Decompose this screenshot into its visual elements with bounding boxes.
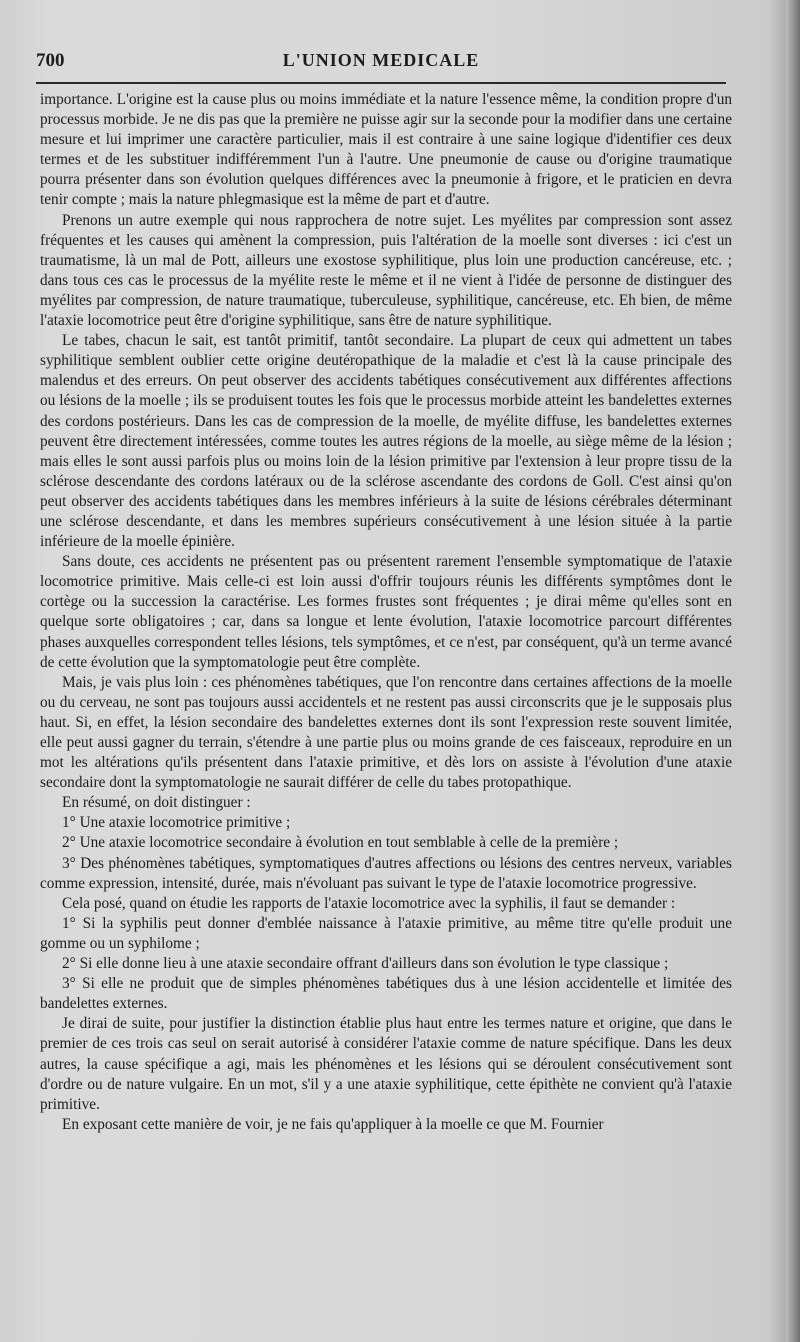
list-item: 3° Des phénomènes tabétiques, symptomatiques d'autres affections ou lésions des centres nerveux, variables comme expression, intensité, durée, mais n'évoluant pas suivant le type de l'ataxie locomotrice progressive. [40,854,732,892]
list-item: 3° Si elle ne produit que de simples phénomènes tabétiques dus à une lésion accidentelle et limitée des bandelettes externes. [40,975,732,1013]
paragraph: En résumé, on doit distinguer : [62,794,251,812]
paragraph: Je dirai de suite, pour justifier la distinction établie plus haut entre les termes nature et origine, que dans le premier de ces trois cas seul on serait autorisé à considérer l'ataxie comme de nature spécifique. Dans les deux autres, la cause spécifique a agi, mais les phénomènes et les lésions qui se déroulent consécutivement sont d'ordre ou de nature vulgaire. En un mot, s'il y a une ataxie syphilitique, cette épithète ne convient qu'à l'ataxie primitive. [40,1015,732,1113]
paragraph: importance. L'origine est la cause plus ou moins immédiate et la nature l'essence même, la condition propre d'un processus morbide. Je ne dis pas que la première ne puisse agir sur la seconde pour la modifier dans une certaine mesure et lui imprimer une caractère particulier, mais il est contraire à une saine logique d'identifier ces deux termes et de les substituer indifféremment l'un à l'autre. Une pneumonie de cause ou d'origine traumatique pourra présenter dans son évolution quelques différences avec la pneumonie à frigore, et le praticien en devra tenir compte ; mais la nature phlegmasique est la même de part et d'autre. [40,91,732,209]
list-item: 1° Si la syphilis peut donner d'emblée naissance à l'ataxie primitive, au même titre qu'elle produit une gomme ou un syphilome ; [40,914,732,952]
paragraph: Sans doute, ces accidents ne présentent pas ou présentent rarement l'ensemble symptomatique de l'ataxie locomotrice primitive. Mais celle-ci est loin aussi d'offrir toujours réunis les différents symptômes dont le cortège ou la succession la caractérise. Les formes frustes sont fréquentes ; je dirai même qu'elles sont en quelque sorte obligatoires ; car, dans sa longue et lente évolution, l'ataxie locomotrice parcourt différentes phases auxquelles correspondent telles lésions, tels symptômes, et ce n'est, par conséquent, qu'à un terme avancé de cette évolution que la symptomatologie peut être complète. [40,553,732,671]
header-rule [36,82,726,84]
page-edge-shadow [786,0,800,1342]
page-header [36,50,726,76]
paragraph: Le tabes, chacun le sait, est tantôt primitif, tantôt secondaire. La plupart de ceux qui admettent un tabes syphilitique semblent oublier cette origine deutéropathique de la maladie et c'est là la cause principale des malendus et des erreurs. On peut observer des accidents tabétiques consécutivement aux différentes affections ou lésions de la moelle ; ils se produisent toutes les fois que le processus morbide atteint les bandelettes externes des cordons postérieurs. Dans les cas de compression de la moelle, de myélite diffuse, les bandelettes externes peuvent être directement intéressées, comme toutes les autres régions de la moelle, au siège même de la lésion ; mais elles le sont aussi parfois plus ou moins loin de la lésion primitive par l'extension à leur propre tissu de la sclérose descendante des cordons latéraux ou de la sclérose ascendante des cordons de Goll. C'est ainsi qu'on peut observer des accidents tabétiques dans les membres inférieurs à la suite de lésions cérébrales déterminant une sclérose descendante, et dans les membres supérieurs consécutivement à une lésion située à la partie inférieure de la moelle épinière. [40,332,732,551]
list-item: 2° Une ataxie locomotrice secondaire à évolution en tout semblable à celle de la première ; [62,834,619,852]
paragraph: Prenons un autre exemple qui nous rapprochera de notre sujet. Les myélites par compression sont assez fréquentes et les causes qui amènent la compression, puis l'altération de la moelle sont diverses : ici c'est un traumatisme, là un mal de Pott, ailleurs une exostose syphilitique, plus loin une production cancéreuse, etc. ; dans tous ces cas le processus de la myélite reste le même et il ne vient à l'idée de personne de distinguer des myélites par compression, de nature traumatique, tuberculeuse, syphilitique, cancéreuse, etc. Eh bien, de même l'ataxie locomotrice peut être d'origine syphilitique, sans être de nature syphilitique. [40,211,732,330]
list-item: 2° Si elle donne lieu à une ataxie secondaire offrant d'ailleurs dans son évolution le type classique ; [62,955,669,973]
paragraph: En exposant cette manière de voir, je ne fais qu'appliquer à la moelle ce que M. Fournier [62,1115,604,1133]
body-text [40,90,732,1135]
running-title: L'UNION MEDICALE [282,50,480,70]
paragraph: Cela posé, quand on étudie les rapports de l'ataxie locomotrice avec la syphilis, il faut se demander : [62,894,676,912]
page-number: 700 [36,50,65,71]
paragraph: Mais, je vais plus loin : ces phénomènes tabétiques, que l'on rencontre dans certaines affections de la moelle ou du cerveau, ne sont pas toujours aussi accidentels et ne restent pas aussi circonscrits que je le supposais plus haut. Si, en effet, la lésion secondaire des bandelettes externes dont ils sont l'expression reste souvent limitée, elle peut aussi gagner du terrain, s'étendre à une partie plus ou moins grande de ces faisceaux, reproduire en un mot les altérations qu'ils présentent dans l'ataxie primitive, et dès lors on assiste à l'évolution d'une ataxie secondaire dont la symptomatologie ne saurait différer de celle du tabes protopathique. [40,673,732,792]
list-item: 1° Une ataxie locomotrice primitive ; [62,814,291,832]
